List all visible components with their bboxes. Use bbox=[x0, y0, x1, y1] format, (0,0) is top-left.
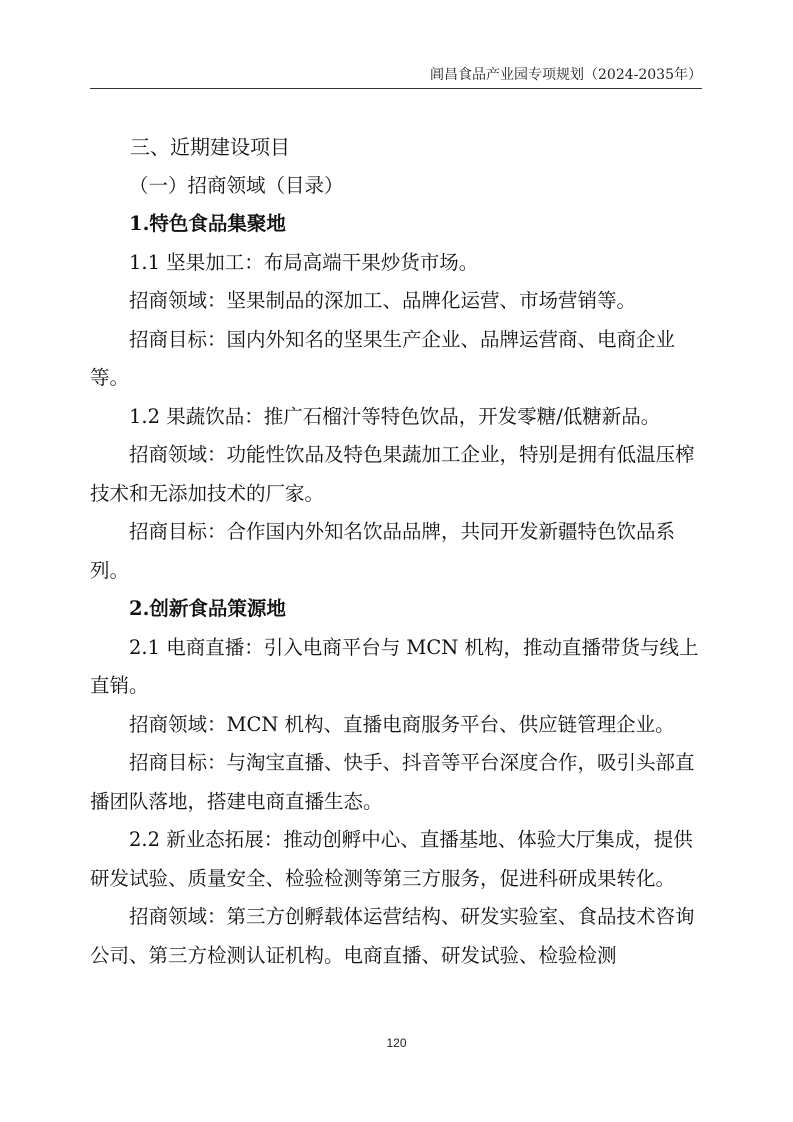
paragraph-1-1-target: 招商目标：国内外知名的坚果生产企业、品牌运营商、电商企业等。 bbox=[90, 327, 676, 389]
header-title: 阊昌食品产业园专项规划（2024-2035年） bbox=[430, 67, 702, 83]
subsection-title: （一）招商领域（目录） bbox=[129, 173, 344, 197]
paragraph-1-1: 1.1 坚果加工：布局高端干果炒货市场。 bbox=[129, 250, 479, 274]
paragraph-2-1: 2.1 电商直播：引入电商平台与 MCN 机构，推动直播带货与线上直销。 bbox=[90, 635, 699, 697]
paragraph-2-2: 2.2 新业态拓展：推动创孵中心、直播基地、体验大厅集成，提供研发试验、质量安全、检验检测等第三方服务，促进科研成果转化。 bbox=[90, 828, 693, 890]
heading-1: 1.特色食品集聚地 bbox=[129, 212, 286, 235]
paragraph-1-2-field: 招商领域：功能性饮品及特色果蔬加工企业，特别是拥有低温压榨技术和无添加技术的厂家。 bbox=[90, 443, 695, 505]
running-header bbox=[90, 64, 702, 89]
section-title: 三、近期建设项目 bbox=[130, 135, 290, 159]
paragraph-2-2-field: 招商领域：第三方创孵载体运营结构、研发实验室、食品技术咨询公司、第三方检测认证机构。电商直播、研发试验、检验检测 bbox=[90, 905, 695, 967]
paragraph-1-2-target: 招商目标：合作国内外知名饮品品牌，共同开发新疆特色饮品系列。 bbox=[90, 520, 676, 582]
paragraph-2-1-field: 招商领域：MCN 机构、直播电商服务平台、供应链管理企业。 bbox=[129, 712, 675, 736]
page-body bbox=[90, 128, 702, 975]
page-number: 120 bbox=[386, 1036, 407, 1050]
paragraph-1-1-field: 招商领域：坚果制品的深加工、品牌化运营、市场营销等。 bbox=[129, 289, 637, 312]
paragraph-2-1-target: 招商目标：与淘宝直播、快手、抖音等平台深度合作，吸引头部直播团队落地，搭建电商直播生态。 bbox=[90, 751, 695, 813]
heading-2: 2.创新食品策源地 bbox=[129, 597, 286, 620]
paragraph-1-2: 1.2 果蔬饮品：推广石榴汁等特色饮品，开发零糖/低糖新品。 bbox=[129, 404, 661, 428]
